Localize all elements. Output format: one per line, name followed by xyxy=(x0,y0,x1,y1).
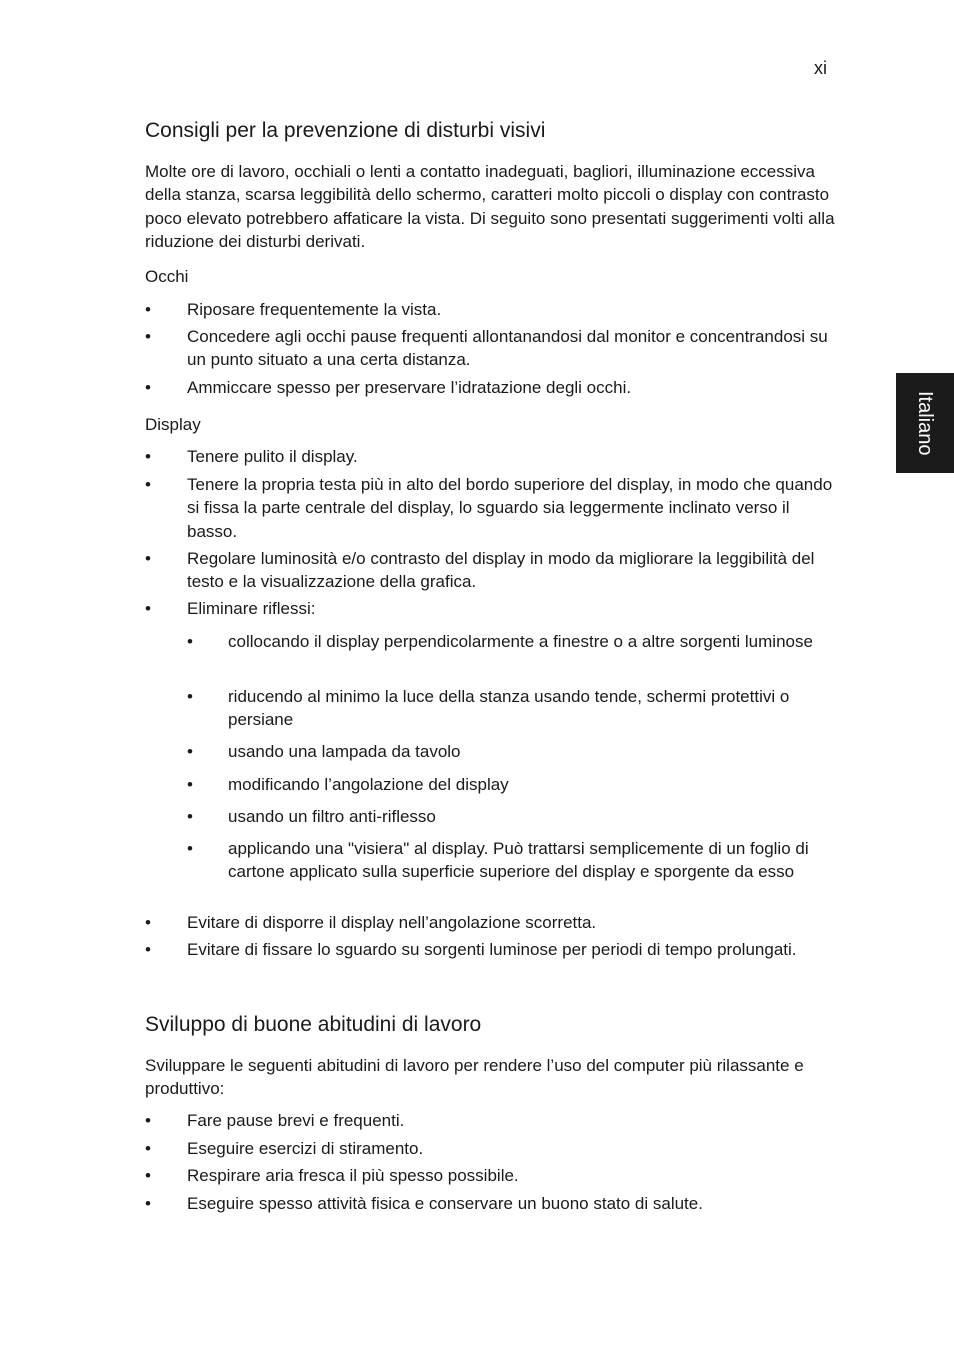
bullet: • xyxy=(145,1166,151,1185)
list-item-text: Tenere la propria testa più in alto del bordo superiore del display, in modo che quando si fissa la parte centrale del display, lo sguardo sia leggermente inclinato verso il basso. xyxy=(187,475,833,541)
bullet: • xyxy=(145,913,151,932)
sub-list-item-text: modificando l’angolazione del display xyxy=(228,775,509,794)
list-item-text: Regolare luminosità e/o contrasto del display in modo da migliorare la leggibilità del testo e la visualizzazione della grafica. xyxy=(187,549,815,592)
subheading-eyes: Occhi xyxy=(145,267,189,286)
sub-list-item-text: applicando una "visiera" al display. Può trattarsi semplicemente di un foglio di cartone applicato sulla superficie superiore del display e sporgente da esso xyxy=(228,839,809,882)
bullet: • xyxy=(145,1139,151,1158)
bullet: • xyxy=(145,327,151,346)
list-item-text: Fare pause brevi e frequenti. xyxy=(187,1111,405,1130)
section-title-work-habits: Sviluppo di buone abitudini di lavoro xyxy=(145,1013,482,1036)
list-item-text: Concedere agli occhi pause frequenti allontanandosi dal monitor e concentrandosi su un punto situato a una certa distanza. xyxy=(187,327,828,370)
bullet: • xyxy=(187,687,193,706)
sub-list-item-text: usando un filtro anti-riflesso xyxy=(228,807,436,826)
bullet: • xyxy=(187,632,193,651)
bullet: • xyxy=(187,807,193,826)
subheading-display: Display xyxy=(145,415,201,434)
bullet: • xyxy=(187,742,193,761)
list-item-text: Evitare di disporre il display nell’angolazione scorretta. xyxy=(187,913,597,932)
sub-list-item-text: usando una lampada da tavolo xyxy=(228,742,461,761)
list-item-text: Riposare frequentemente la vista. xyxy=(187,300,442,319)
bullet: • xyxy=(145,1194,151,1213)
bullet: • xyxy=(187,775,193,794)
language-tab-label: Italiano xyxy=(914,390,936,456)
bullet: • xyxy=(145,940,151,959)
list-item-text: Eseguire esercizi di stiramento. xyxy=(187,1139,424,1158)
bullet: • xyxy=(145,475,151,494)
bullet: • xyxy=(145,300,151,319)
list-item-text: Evitare di fissare lo sguardo su sorgenti luminose per periodi di tempo prolungati. xyxy=(187,940,797,959)
language-tab xyxy=(896,373,954,473)
bullet: • xyxy=(145,599,151,618)
bullet: • xyxy=(145,378,151,397)
bullet: • xyxy=(187,839,193,858)
section-intro-paragraph: Molte ore di lavoro, occhiali o lenti a contatto inadeguati, bagliori, illuminazione eccessiva della stanza, scarsa leggibilità dello schermo, caratteri molto piccoli o display con contrasto poco elevato potrebbero affaticare la vista. Di seguito sono presentati suggerimenti volti alla riduzione dei disturbi derivati. xyxy=(145,162,835,251)
list-item-text: Respirare aria fresca il più spesso possibile. xyxy=(187,1166,519,1185)
list-item-text: Eliminare riflessi: xyxy=(187,599,316,618)
list-item-text: Tenere pulito il display. xyxy=(187,447,358,466)
sub-list-item-text: riducendo al minimo la luce della stanza usando tende, schermi protettivi o persiane xyxy=(228,687,790,730)
list-item-text: Eseguire spesso attività fisica e conservare un buono stato di salute. xyxy=(187,1194,703,1213)
list-item-text: Ammiccare spesso per preservare l’idratazione degli occhi. xyxy=(187,378,632,397)
bullet: • xyxy=(145,1111,151,1130)
section-title-visual-disturbances: Consigli per la prevenzione di disturbi visivi xyxy=(145,119,546,142)
bullet: • xyxy=(145,549,151,568)
page-number: xi xyxy=(814,58,827,78)
section-intro-paragraph: Sviluppare le seguenti abitudini di lavoro per rendere l’uso del computer più rilassante e produttivo: xyxy=(145,1056,804,1099)
bullet: • xyxy=(145,447,151,466)
sub-list-item-text: collocando il display perpendicolarmente a finestre o a altre sorgenti luminose xyxy=(228,632,813,651)
